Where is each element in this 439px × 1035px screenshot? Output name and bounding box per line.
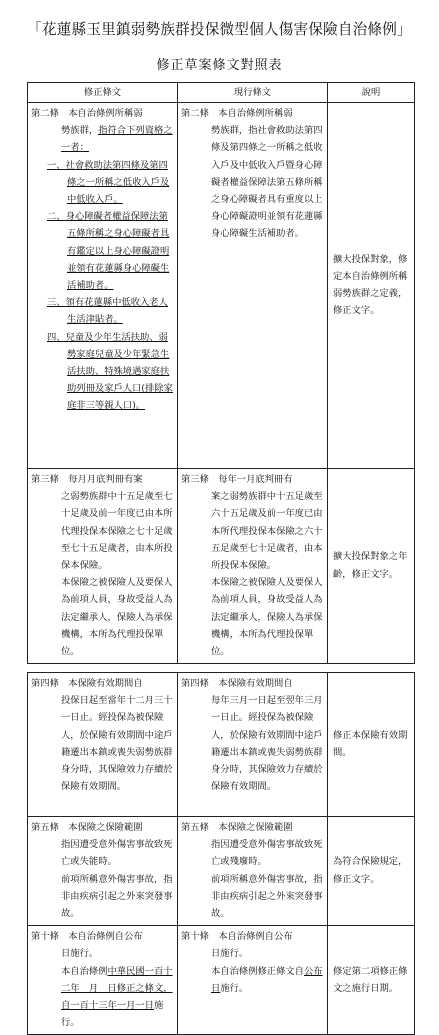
page-subtitle: 修正草案條文對照表	[156, 58, 283, 73]
table-row-article-4	[28, 673, 415, 817]
header-current: 現行條文	[178, 83, 328, 103]
article-10-amended-head: 第十條 本自治條例自公布	[31, 931, 143, 943]
article-3-current	[178, 469, 328, 664]
article-10-current-p1: 日施行。	[211, 948, 249, 960]
article-4-amended-head: 第四條 本保險有效期間自	[31, 678, 143, 689]
article-5-current	[178, 817, 328, 926]
table-row-article-10	[28, 926, 415, 1035]
table-row-article-3	[28, 469, 415, 664]
article-2-current	[178, 103, 328, 469]
article-2-current-head: 第二條 本自治條例所稱弱	[181, 108, 293, 119]
article-3-note: 擴大投保對象之年齡，修正文字。	[328, 469, 415, 664]
article-10-current-head: 第十條 本自治條例自公布	[181, 931, 293, 943]
article-3-current-head: 第三條 每年一月底判冊有	[181, 474, 293, 485]
article-4-note: 修正本保險有效期間。	[328, 673, 415, 817]
table-row-article-5	[28, 817, 415, 926]
article-10-amended-p1: 日施行。	[61, 948, 99, 960]
article-4-current-body: 每年三月一日起至翌年三月一日止。經投保為被保險人，於保險有效期間中途戶籍遷出本鎮或喪失弱勢族群身分時，其保險效力存續於保險有效期間。	[211, 695, 323, 793]
article-2-amended-head: 第二條 本自治條例所稱弱	[31, 108, 143, 119]
comparison-table-part1	[27, 82, 415, 664]
article-3-amended-p2: 本保險之被保險人及要保人為前項人員，身故受益人為法定繼承人，保險人為承保機構，本所為代理投保單位。	[61, 577, 173, 658]
article-10-current-p2: 本自治條例修正條文自公布日施行。	[211, 965, 323, 994]
article-5-amended-p2: 前項所稱意外傷害事故，指非由疾病引起之外來突發事故。	[61, 873, 173, 920]
article-2-item-2: 二、身心障礙者權益保障法第五條所稱之身心障礙者具有鑑定以上身心障礙證明並領有花蓮縣身心障礙生活補助者。	[47, 211, 170, 292]
article-2-current-body: 勢族群，指社會救助法第四條及第四條之一所稱之低收入戶及中低收入戶暨身心障礙者權益保障法第五條所稱之身心障礙者具有重度以上身心障礙證明並領有花蓮縣身心障礙生活補助者。	[211, 125, 323, 240]
article-5-current-head: 第五條 本保險之保險範圍	[181, 822, 293, 833]
header-amended: 修正條文	[28, 83, 178, 103]
article-3-amended	[28, 469, 178, 664]
article-2-amended	[28, 103, 178, 469]
article-2-amended-intro: 勢族群，指符合下列資格之一者：	[61, 125, 173, 154]
table-row-article-2	[28, 103, 415, 469]
article-2-note: 擴大投保對象，修定本自治條例所稱弱勢族群之定義，修正文字。	[328, 103, 415, 469]
article-2-item-3: 三、領有花蓮縣中低收入老人生活津貼者。	[47, 297, 168, 326]
article-5-current-p2: 前項所稱意外傷害事故，指非由疾病引起之外來突發事故。	[211, 873, 323, 920]
article-5-current-p1: 指因遭受意外傷害事故致死亡或殘廢時。	[211, 839, 323, 868]
header-note: 說明	[328, 83, 415, 103]
article-10-amended-p2: 本自治條例中華民國一百十二年 月 日修正之條文，自一百十三年一月一日施行。	[61, 965, 173, 1029]
article-3-current-p2: 本保險之被保險人及要保人為前項人員，身故受益人為法定繼承人，保險人為承保機構，本所為代理投保單位。	[211, 577, 323, 658]
article-5-amended	[28, 817, 178, 926]
article-2-item-4: 四、兒童及少年生活扶助、弱勢家庭兒童及少年緊急生活扶助、特殊境遇家庭扶助列冊及家戶人口(排除家庭非三等親人口)。	[47, 331, 173, 412]
article-4-amended	[28, 673, 178, 817]
page-title: 「花蓮縣玉里鎮弱勢族群投保微型個人傷害保險自治條例」	[27, 21, 412, 38]
article-10-amended	[28, 926, 178, 1035]
article-5-note: 為符合保險規定，修正文字。	[328, 817, 415, 926]
article-4-current-head: 第四條 本保險有效期間自	[181, 678, 293, 689]
article-3-amended-p1: 之弱勢族群中十五足歲至七十足歲及前一年度已由本所代理投保本保險之七十足歲至七十五足歲者，由本所投保本保險。	[61, 491, 173, 572]
article-10-note: 修定第二項修正條文之施行日期。	[328, 926, 415, 1035]
article-3-amended-head: 第三條 每月月底判冊有案	[31, 474, 143, 485]
table-header-row	[28, 83, 415, 103]
article-10-current	[178, 926, 328, 1035]
article-4-current	[178, 673, 328, 817]
article-5-amended-head: 第五條 本保險之保險範圍	[31, 822, 143, 833]
article-5-amended-p1: 指因遭受意外傷害事故致死亡或失能時。	[61, 839, 173, 868]
article-2-item-1: 一、社會救助法第四條及第四條之一所稱之低收入戶及中低收入戶。	[47, 159, 170, 206]
article-3-current-p1: 案之弱勢族群中十五足歲至六十五足歲及前一年度已由本所代理投保本保險之六十五足歲至七十足歲者，由本所投保本保險。	[211, 491, 323, 572]
article-4-amended-body: 投保日起至當年十二月三十一日止。經投保為被保險人，於保險有效期間中途戶籍遷出本鎮或喪失弱勢族群身分時，其保險效力存續於保險有效期間。	[61, 695, 173, 793]
comparison-table-part2	[27, 672, 415, 1035]
